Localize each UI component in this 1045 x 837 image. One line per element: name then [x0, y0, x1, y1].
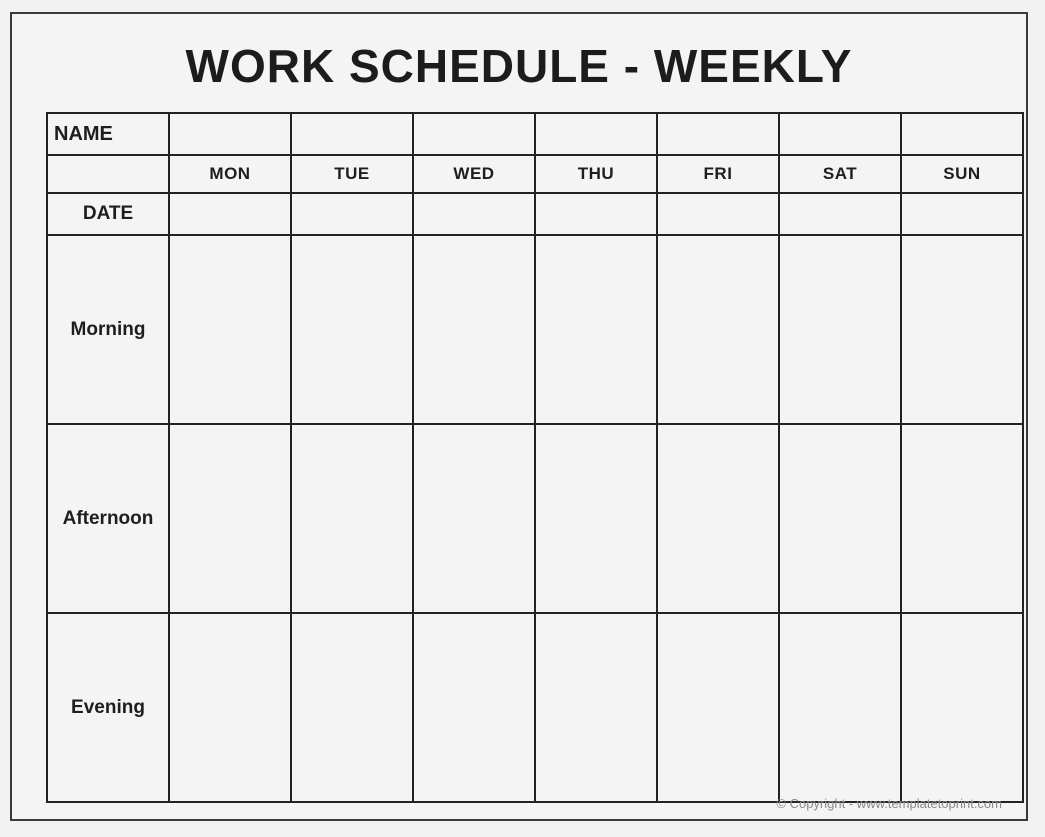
- name-cell[interactable]: [413, 113, 535, 155]
- date-cell[interactable]: [535, 193, 657, 235]
- shift-cell[interactable]: [291, 235, 413, 424]
- day-label: SAT: [822, 164, 858, 183]
- shift-cell[interactable]: [779, 424, 901, 613]
- schedule-sheet: [10, 12, 1028, 821]
- day-header-mon: [169, 155, 291, 193]
- shift-cell[interactable]: [413, 235, 535, 424]
- date-row: [47, 193, 1023, 235]
- shift-cell[interactable]: [901, 235, 1023, 424]
- date-cell[interactable]: [901, 193, 1023, 235]
- day-label: MON: [209, 164, 251, 183]
- shift-cell[interactable]: [535, 613, 657, 802]
- days-row: [47, 155, 1023, 193]
- shift-cell[interactable]: [413, 424, 535, 613]
- shift-cell[interactable]: [169, 613, 291, 802]
- name-cell[interactable]: [779, 113, 901, 155]
- day-label: FRI: [703, 164, 733, 183]
- copyright-notice: © Copyright - www.templatetoprint.com: [776, 796, 1002, 811]
- shift-cell[interactable]: [413, 613, 535, 802]
- name-cell[interactable]: [657, 113, 779, 155]
- evening-row: [47, 613, 1023, 802]
- day-header-sat: [779, 155, 901, 193]
- date-cell[interactable]: [169, 193, 291, 235]
- shift-cell[interactable]: [291, 424, 413, 613]
- shift-cell[interactable]: [779, 235, 901, 424]
- day-label: TUE: [334, 164, 370, 183]
- date-cell[interactable]: [413, 193, 535, 235]
- name-cell[interactable]: [901, 113, 1023, 155]
- afternoon-row: [47, 424, 1023, 613]
- day-header-thu: [535, 155, 657, 193]
- day-label: THU: [577, 164, 615, 183]
- date-label: DATE: [47, 193, 169, 235]
- day-header-tue: [291, 155, 413, 193]
- name-row: [47, 113, 1023, 155]
- day-header-wed: [413, 155, 535, 193]
- shift-cell[interactable]: [657, 424, 779, 613]
- shift-cell[interactable]: [535, 424, 657, 613]
- day-header-sun: [901, 155, 1023, 193]
- schedule-table: [46, 112, 1024, 803]
- morning-row: [47, 235, 1023, 424]
- name-cell[interactable]: [169, 113, 291, 155]
- date-cell[interactable]: [291, 193, 413, 235]
- date-cell[interactable]: [779, 193, 901, 235]
- shift-cell[interactable]: [657, 235, 779, 424]
- page-title: WORK SCHEDULE - WEEKLY: [185, 40, 853, 92]
- day-header-fri: [657, 155, 779, 193]
- shift-cell[interactable]: [291, 613, 413, 802]
- shift-cell[interactable]: [535, 235, 657, 424]
- name-cell[interactable]: [535, 113, 657, 155]
- shift-cell[interactable]: [779, 613, 901, 802]
- name-cell[interactable]: [291, 113, 413, 155]
- shift-cell[interactable]: [657, 613, 779, 802]
- shift-cell[interactable]: [169, 235, 291, 424]
- corner-cell: [47, 155, 169, 193]
- shift-cell[interactable]: [901, 613, 1023, 802]
- date-cell[interactable]: [657, 193, 779, 235]
- shift-cell[interactable]: [901, 424, 1023, 613]
- day-label: SUN: [943, 164, 981, 183]
- day-label: WED: [453, 164, 495, 183]
- period-label-afternoon: Afternoon: [47, 424, 169, 613]
- period-label-morning: Morning: [47, 235, 169, 424]
- period-label-evening: Evening: [47, 613, 169, 802]
- shift-cell[interactable]: [169, 424, 291, 613]
- name-label: NAME: [47, 113, 169, 155]
